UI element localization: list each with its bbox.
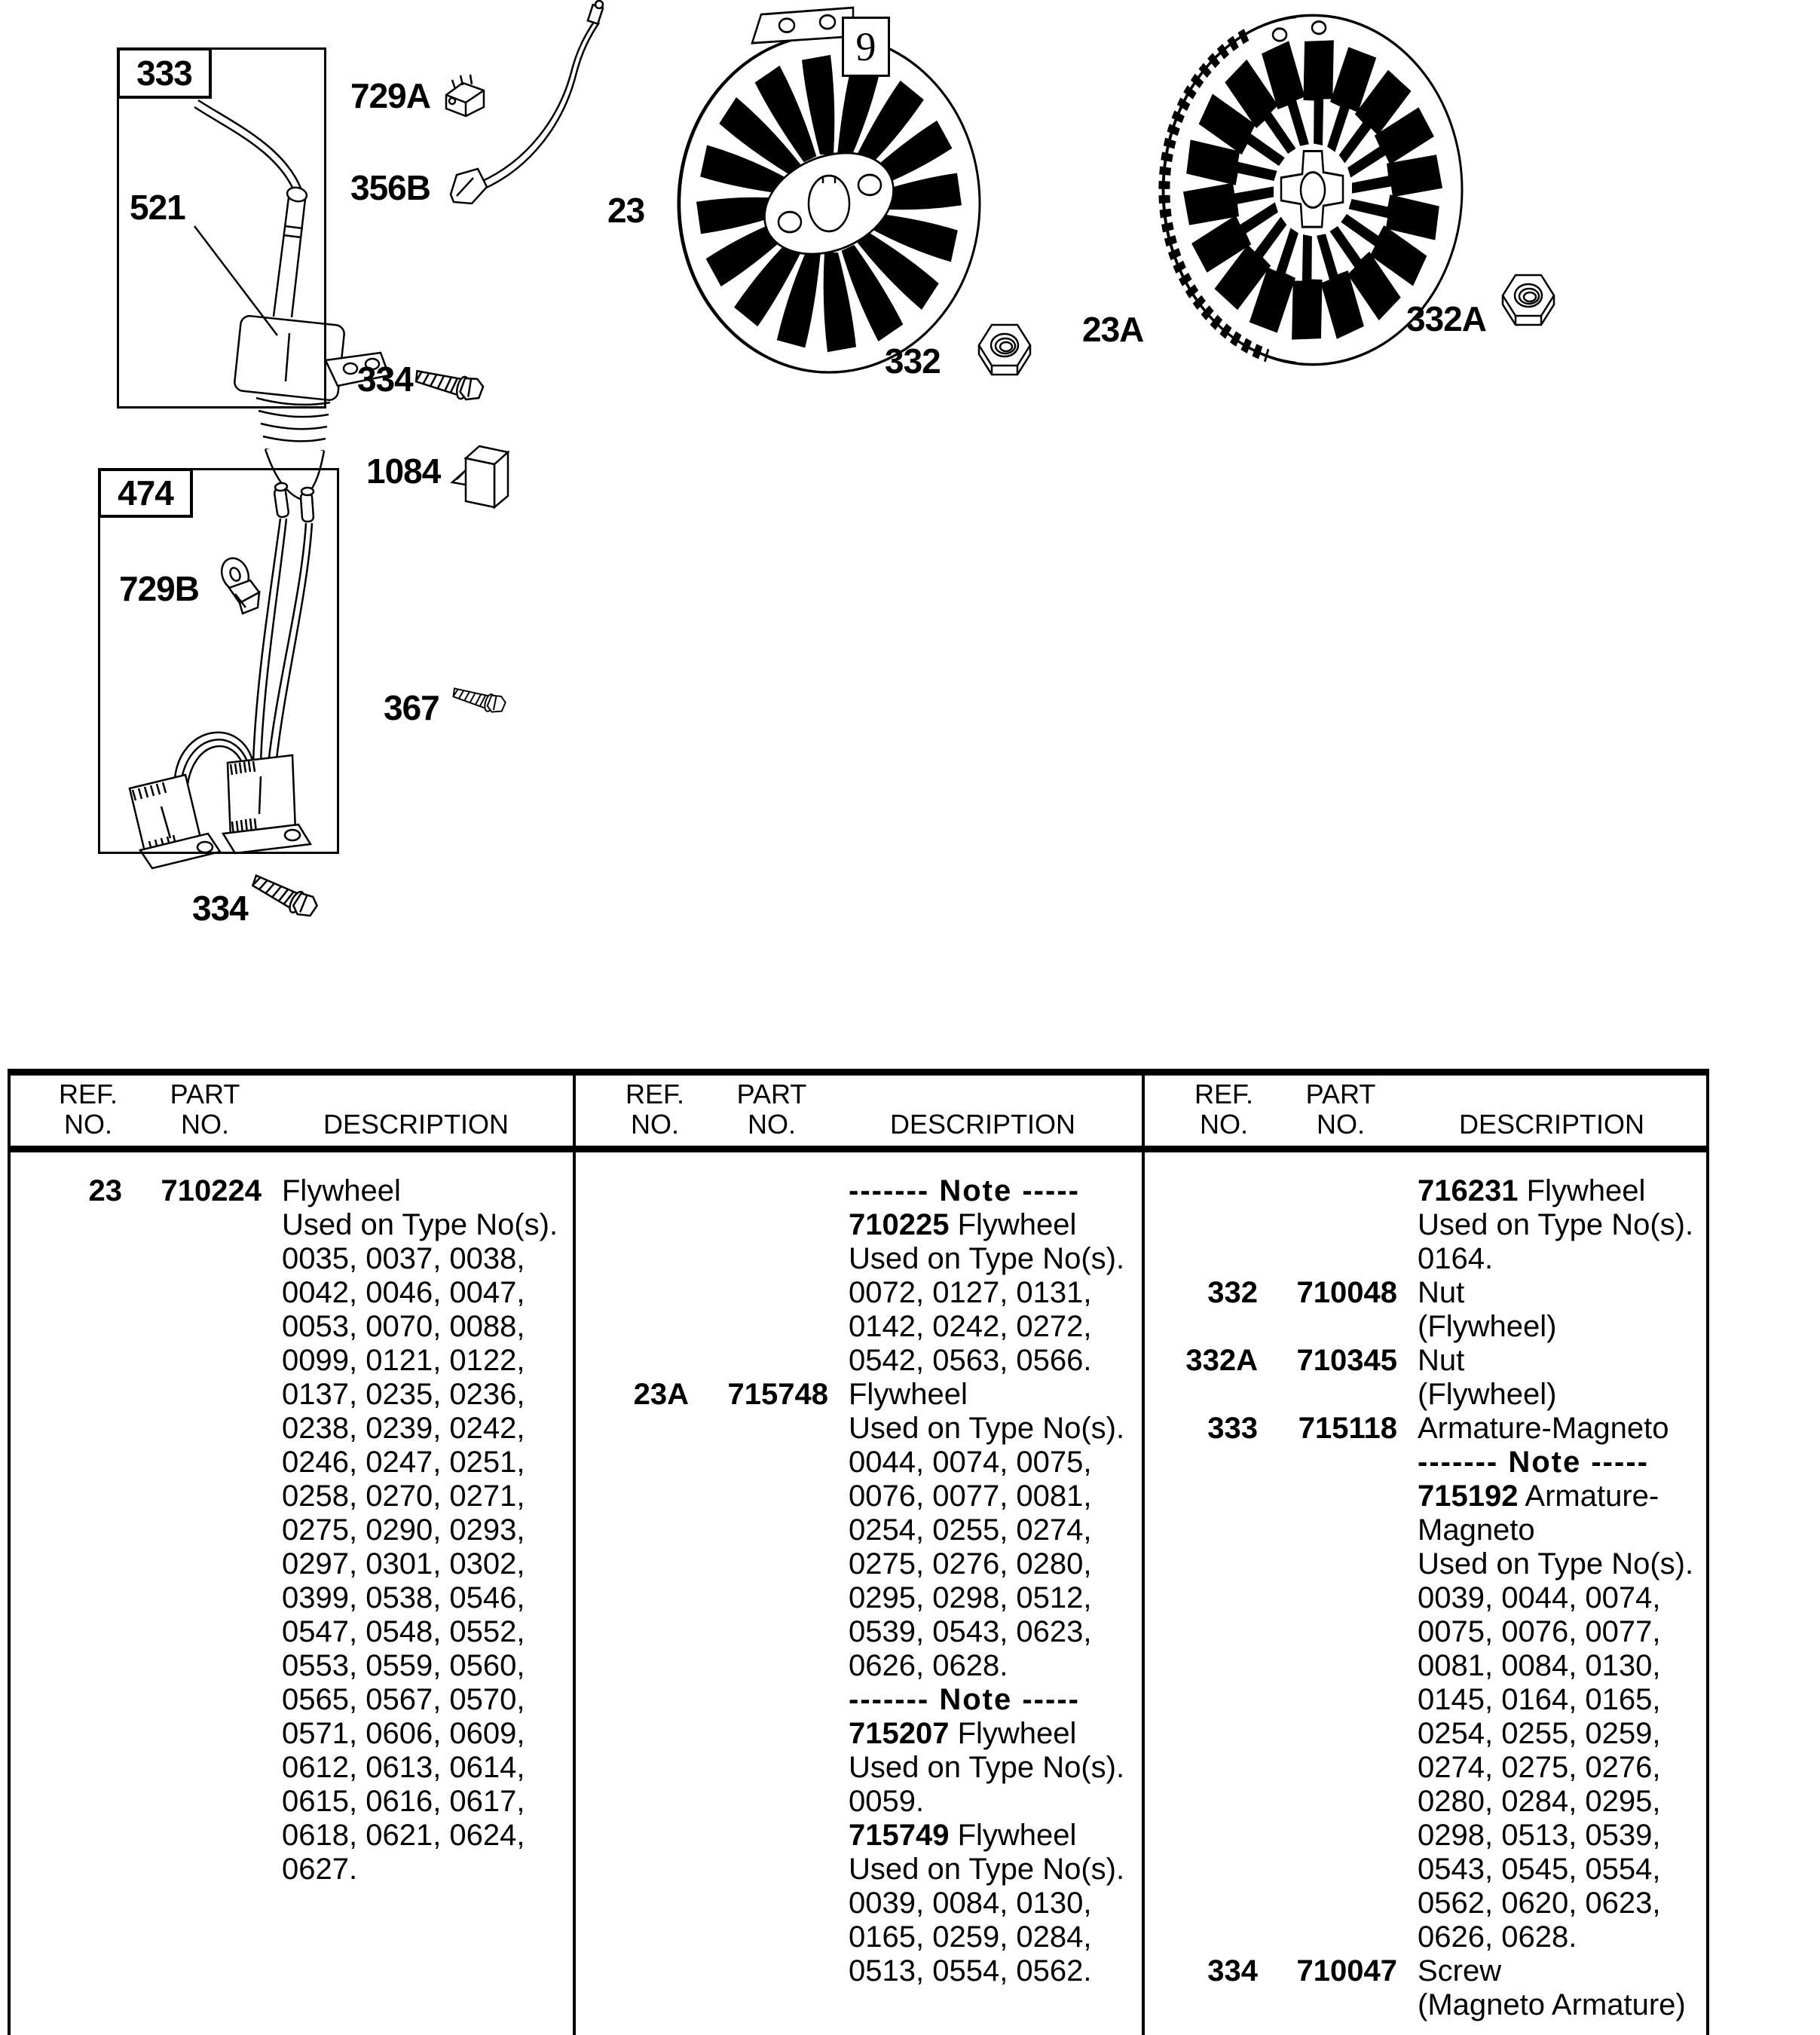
table-line: Used on Type No(s). (1418, 1547, 1694, 1581)
callout-334-top: 334 (357, 360, 413, 399)
callout-1084: 1084 (366, 451, 441, 491)
table-line: Magneto (1418, 1513, 1535, 1547)
table-line: 0076, 0077, 0081, (849, 1480, 1092, 1513)
table-line: Used on Type No(s). (282, 1208, 558, 1241)
table-line: 715207 Flywheel (849, 1717, 1077, 1750)
table-line: 0626, 0628. (1418, 1920, 1577, 1954)
table-line: 0543, 0545, 0554, (1418, 1853, 1661, 1886)
table-line: 0274, 0275, 0276, (1418, 1751, 1661, 1784)
group-box-333 (117, 47, 326, 409)
callout-729B: 729B (119, 569, 199, 608)
column-header-part: PART NO. (170, 1079, 240, 1140)
table-line: 0059. (849, 1785, 925, 1818)
table-line: 0053, 0070, 0088, (282, 1310, 525, 1343)
table-line: 0275, 0290, 0293, (282, 1513, 525, 1547)
column-header-ref: REF. NO. (625, 1079, 684, 1140)
table-line: 0165, 0259, 0284, (849, 1920, 1092, 1954)
table-line: 0137, 0235, 0236, (282, 1378, 525, 1411)
table-line: 0562, 0620, 0623, (1418, 1887, 1661, 1920)
column-header-description: DESCRIPTION (323, 1109, 509, 1140)
callout-23: 23 (607, 191, 645, 230)
table-line: (Flywheel) (1418, 1310, 1557, 1343)
column-header-description: DESCRIPTION (1458, 1109, 1645, 1140)
table-line: (Magneto Armature) (1418, 1988, 1686, 2021)
table-line: 0618, 0621, 0624, (282, 1819, 525, 1852)
group-label-box-474 (98, 468, 193, 518)
column-header-ref: REF. NO. (1194, 1079, 1253, 1140)
table-line: 23 710224 Flywheel (88, 1174, 401, 1207)
callout-333: 333 (136, 54, 192, 93)
table-line: 0254, 0255, 0274, (849, 1513, 1092, 1547)
table-line: 0044, 0074, 0075, (849, 1446, 1092, 1479)
table-line: 0612, 0613, 0614, (282, 1751, 525, 1784)
table-line: 0072, 0127, 0131, (849, 1276, 1092, 1309)
table-line: Used on Type No(s). (1418, 1208, 1694, 1241)
callout-521: 521 (130, 188, 185, 227)
table-line: 334 710047 Screw (1207, 1954, 1502, 1988)
table-line: ------- Note ----- (849, 1174, 1080, 1207)
table-line: ------- Note ----- (849, 1683, 1080, 1716)
callout-23A: 23A (1082, 310, 1144, 349)
table-line: 0627. (282, 1853, 358, 1886)
table-line: 0035, 0037, 0038, (282, 1242, 525, 1275)
table-line: 715192 Armature- (1418, 1480, 1659, 1513)
table-line: 0542, 0563, 0566. (849, 1344, 1092, 1377)
table-line: 0547, 0548, 0552, (282, 1615, 525, 1648)
table-column-1 (9, 1174, 573, 1887)
callout-367: 367 (384, 688, 439, 727)
table-line: 0142, 0242, 0272, (849, 1310, 1092, 1343)
table-line: 0254, 0255, 0259, (1418, 1717, 1661, 1750)
group-box-474 (98, 468, 339, 854)
table-line: 0275, 0276, 0280, (849, 1547, 1092, 1581)
figure-number-box (842, 17, 890, 77)
table-line: Used on Type No(s). (849, 1412, 1125, 1445)
table-line: 0039, 0044, 0074, (1418, 1581, 1661, 1614)
table-line: 0258, 0270, 0271, (282, 1480, 525, 1513)
table-line: 0145, 0164, 0165, (1418, 1683, 1661, 1716)
table-line: 332A 710345 Nut (1185, 1344, 1465, 1377)
table-line: 716231 Flywheel (1418, 1174, 1646, 1207)
table-line: 0298, 0513, 0539, (1418, 1819, 1661, 1852)
table-line: 23A 715748 Flywheel (633, 1378, 968, 1411)
group-label-box-333 (117, 47, 212, 99)
callout-334-bottom: 334 (192, 889, 248, 928)
callout-729A: 729A (350, 76, 430, 115)
table-line: 710225 Flywheel (849, 1208, 1077, 1241)
table-line: (Flywheel) (1418, 1378, 1557, 1411)
figure-number: 9 (855, 24, 876, 69)
table-line: 0039, 0084, 0130, (849, 1887, 1092, 1920)
column-header-part: PART NO. (736, 1079, 807, 1140)
table-line: 0565, 0567, 0570, (282, 1683, 525, 1716)
table-line: 0295, 0298, 0512, (849, 1581, 1092, 1614)
callout-332: 332 (885, 341, 941, 381)
column-header-ref: REF. NO. (58, 1079, 118, 1140)
table-line: 0246, 0247, 0251, (282, 1446, 525, 1479)
callout-332A: 332A (1406, 299, 1486, 338)
table-line: 0075, 0076, 0077, (1418, 1615, 1661, 1648)
table-line: 0553, 0559, 0560, (282, 1649, 525, 1682)
table-line: 0615, 0616, 0617, (282, 1785, 525, 1818)
table-column-2 (576, 1174, 1139, 1988)
table-line: 0399, 0538, 0546, (282, 1581, 525, 1614)
table-line: Used on Type No(s). (849, 1853, 1125, 1886)
table-line: 0238, 0239, 0242, (282, 1412, 525, 1445)
table-top-rule (8, 1069, 1709, 1076)
table-line: 0626, 0628. (849, 1649, 1008, 1682)
table-line: 0571, 0606, 0609, (282, 1717, 525, 1750)
column-header-part: PART NO. (1305, 1079, 1376, 1140)
table-line: 0042, 0046, 0047, (282, 1276, 525, 1309)
table-line: 0513, 0554, 0562. (849, 1954, 1092, 1988)
table-line: 0297, 0301, 0302, (282, 1547, 525, 1581)
table-line: 0081, 0084, 0130, (1418, 1649, 1661, 1682)
table-line: Used on Type No(s). (849, 1242, 1125, 1275)
table-line: 333 715118 Armature-Magneto (1207, 1412, 1669, 1445)
column-header-description: DESCRIPTION (889, 1109, 1076, 1140)
callout-474: 474 (118, 473, 173, 513)
table-line: Used on Type No(s). (849, 1751, 1125, 1784)
callout-356B: 356B (350, 168, 430, 207)
table-line: 715749 Flywheel (849, 1819, 1077, 1852)
table-line: 0164. (1418, 1242, 1494, 1275)
table-line: 0539, 0543, 0623, (849, 1615, 1092, 1648)
table-header-rule (8, 1146, 1709, 1152)
table-line: 0099, 0121, 0122, (282, 1344, 525, 1377)
table-line: 332 710048 Nut (1207, 1276, 1465, 1309)
table-line: ------- Note ----- (1418, 1446, 1649, 1479)
table-line: 0280, 0284, 0295, (1418, 1785, 1661, 1818)
table-column-3 (1145, 1174, 1708, 2022)
